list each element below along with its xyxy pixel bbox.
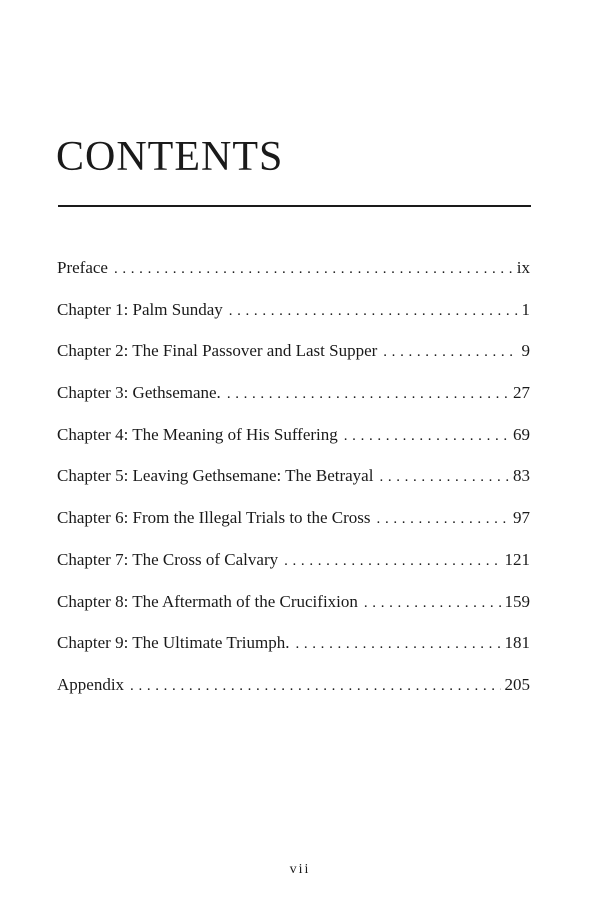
page-number: vii: [289, 862, 311, 877]
toc-entry-chapter-1: [57, 300, 530, 342]
toc-entry-chapter-5: [57, 466, 530, 508]
toc-entry-label: Chapter 6: From the Illegal Trials to the Cross: [57, 508, 371, 528]
table-of-contents: [57, 258, 530, 717]
toc-entry-page: 121: [504, 549, 530, 569]
toc-entry-page: 9: [521, 341, 530, 361]
toc-entry-page: 205: [504, 674, 530, 694]
dot-leader: [383, 342, 517, 362]
dot-leader: [344, 426, 509, 446]
toc-entry-label: Chapter 2: The Final Passover and Last Supper: [57, 341, 378, 361]
title-divider: [58, 205, 531, 207]
dot-leader: [130, 676, 500, 696]
toc-entry-chapter-4: [57, 425, 530, 467]
dot-leader: [377, 509, 509, 529]
toc-entry-page: 83: [513, 466, 530, 486]
toc-entry-label: Chapter 1: Palm Sunday: [57, 299, 223, 319]
toc-entry-page: 27: [513, 383, 530, 403]
toc-entry-label: Preface: [57, 258, 108, 277]
toc-entry-appendix: [57, 675, 530, 717]
toc-entry-chapter-7: [57, 550, 530, 592]
toc-entry-chapter-6: [57, 508, 530, 550]
page-title: CONTENTS: [56, 134, 284, 180]
toc-entry-label: Appendix: [57, 674, 125, 694]
toc-entry-label: Chapter 8: The Aftermath of the Crucifixion: [57, 591, 358, 611]
toc-entry-chapter-9: [57, 633, 530, 675]
toc-entry-preface: [57, 258, 530, 300]
toc-entry-chapter-8: [57, 592, 530, 634]
dot-leader: [364, 593, 501, 613]
dot-leader: [227, 384, 509, 404]
toc-entry-page: 97: [513, 508, 530, 528]
dot-leader: [295, 634, 500, 654]
toc-entry-label: Chapter 4: The Meaning of His Suffering: [57, 424, 338, 444]
toc-entry-chapter-2: [57, 341, 530, 383]
toc-entry-chapter-3: [57, 383, 530, 425]
toc-entry-page: 1: [521, 299, 530, 319]
dot-leader: [229, 301, 518, 321]
toc-entry-page: 159: [504, 591, 530, 611]
toc-entry-label: Chapter 5: Leaving Gethsemane: The Betrayal: [57, 466, 374, 486]
dot-leader: [379, 467, 509, 487]
toc-entry-page: 69: [513, 424, 530, 444]
toc-entry-label: Chapter 9: The Ultimate Triumph.: [57, 633, 290, 653]
toc-entry-page: 181: [504, 633, 530, 653]
toc-entry-page: ix: [516, 258, 530, 277]
toc-entry-label: Chapter 3: Gethsemane.: [57, 383, 221, 403]
dot-leader: [114, 259, 513, 279]
dot-leader: [284, 551, 500, 571]
toc-entry-label: Chapter 7: The Cross of Calvary: [57, 549, 279, 569]
